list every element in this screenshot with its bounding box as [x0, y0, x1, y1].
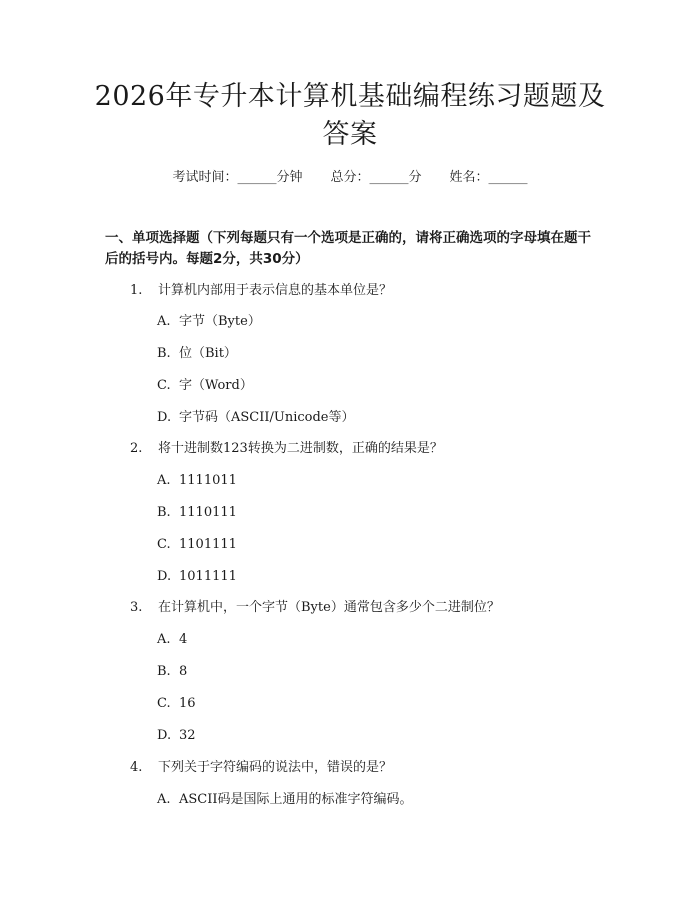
option-text: 位（Bit）: [179, 346, 237, 361]
question-number: 2.: [130, 441, 143, 456]
option-letter: B.: [157, 346, 171, 361]
question-4: [130, 759, 590, 777]
total-score-label: 总分：______分: [330, 170, 422, 185]
option-letter: A.: [157, 473, 171, 488]
option-3d: [157, 727, 587, 745]
option-letter: C.: [157, 696, 171, 711]
question-number: 4.: [130, 760, 143, 775]
question-number: 3.: [130, 600, 143, 615]
question-2: [130, 440, 590, 458]
option-text: 8: [179, 664, 188, 679]
option-text: 32: [179, 728, 196, 743]
option-text: ASCII码是国际上通用的标准字符编码。: [179, 792, 413, 807]
exam-info-line: [0, 169, 700, 187]
option-1c: [157, 377, 587, 395]
option-letter: B.: [157, 505, 171, 520]
option-text: 字节码（ASCII/Unicode等）: [179, 410, 355, 425]
question-3: [130, 599, 590, 617]
option-1b: [157, 345, 587, 363]
option-4a: [157, 791, 587, 809]
option-2d: [157, 568, 587, 586]
option-2b: [157, 504, 587, 522]
option-3a: [157, 631, 587, 649]
option-letter: A.: [157, 314, 171, 329]
option-1d: [157, 409, 587, 427]
option-text: 1101111: [179, 537, 237, 552]
question-text: 下列关于字符编码的说法中，错误的是？: [158, 760, 393, 775]
name-label: 姓名：______: [449, 170, 528, 185]
option-letter: D.: [157, 728, 172, 743]
option-text: 字节（Byte）: [179, 314, 261, 329]
option-letter: C.: [157, 537, 171, 552]
option-text: 字（Word）: [179, 378, 253, 393]
option-1a: [157, 313, 587, 331]
option-letter: B.: [157, 664, 171, 679]
option-letter: A.: [157, 632, 171, 647]
question-text: 在计算机中，一个字节（Byte）通常包含多少个二进制位？: [158, 600, 500, 615]
question-text: 计算机内部用于表示信息的基本单位是？: [158, 283, 393, 298]
option-letter: D.: [157, 569, 172, 584]
option-letter: D.: [157, 410, 172, 425]
document-title: 2026年专升本计算机基础编程练习题题及答案: [94, 81, 606, 150]
option-text: 1111011: [179, 473, 237, 488]
section-heading: 一、单项选择题（下列每题只有一个选项是正确的，请将正确选项的字母填在题干后的括号内。每题2分，共30分）: [105, 230, 591, 267]
option-text: 1011111: [179, 569, 237, 584]
option-letter: A.: [157, 792, 171, 807]
option-3b: [157, 663, 587, 681]
option-3c: [157, 695, 587, 713]
question-text: 将十进制数123转换为二进制数，正确的结果是？: [158, 441, 443, 456]
exam-time-label: 考试时间：______分钟: [172, 170, 303, 185]
option-2a: [157, 472, 587, 490]
question-1: [130, 282, 590, 300]
option-text: 1110111: [179, 505, 237, 520]
question-number: 1.: [130, 283, 143, 298]
option-text: 16: [179, 696, 196, 711]
option-2c: [157, 536, 587, 554]
option-letter: C.: [157, 378, 171, 393]
option-text: 4: [179, 632, 188, 647]
